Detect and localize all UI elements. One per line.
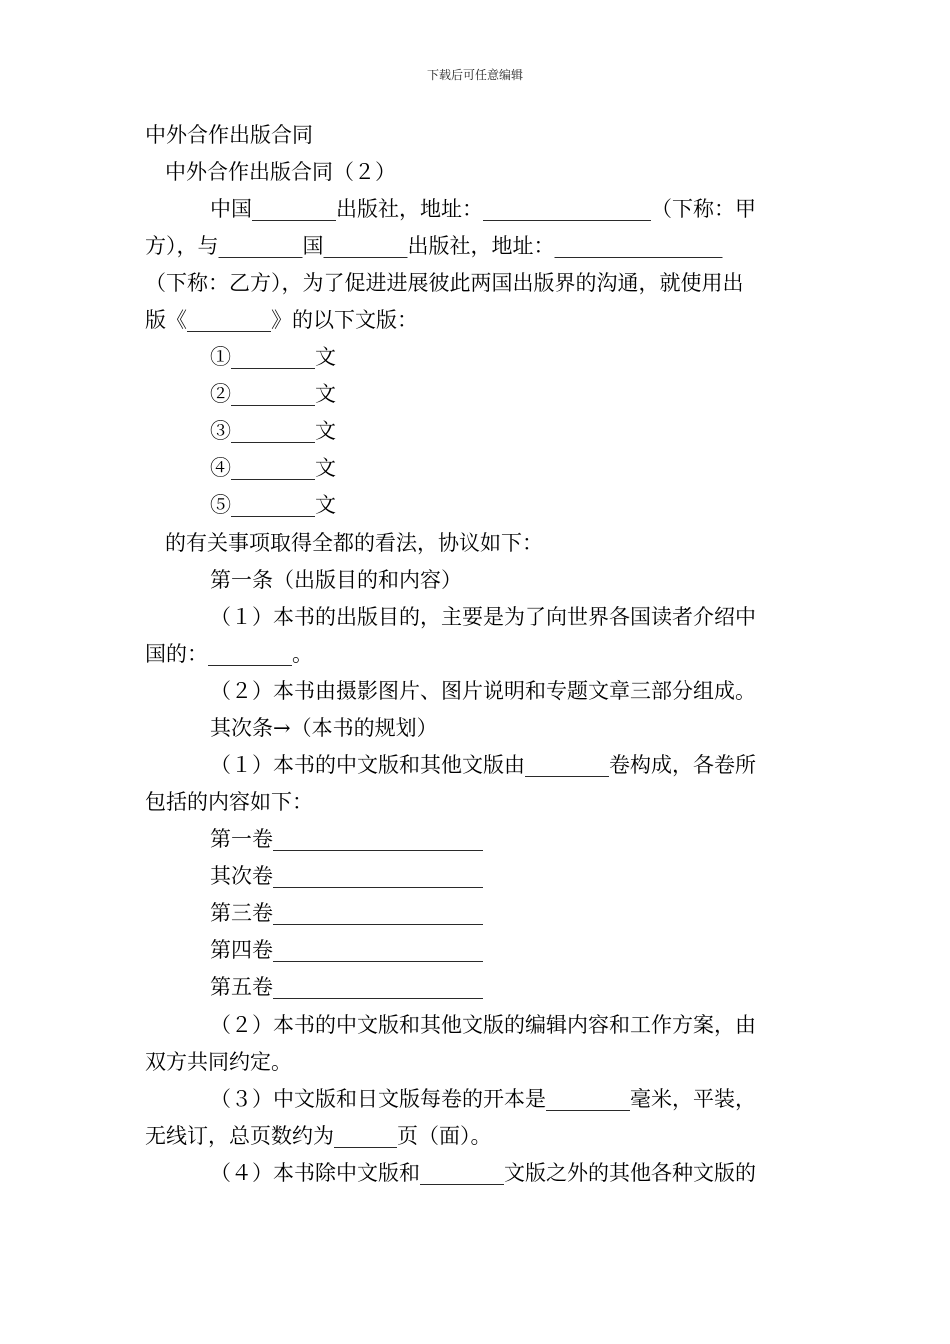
paragraph-line: 国的：________。 bbox=[145, 642, 313, 666]
page-header-note: 下载后可任意编辑 bbox=[426, 68, 523, 82]
paragraph-line: （１）本书的中文版和其他文版由________卷构成，各卷所 bbox=[210, 753, 756, 777]
paragraph-line: 包括的内容如下： bbox=[145, 790, 313, 814]
paragraph-line: （下称：乙方），为了促进进展彼此两国出版界的沟通，就使用出 bbox=[145, 271, 744, 295]
paragraph-line: 版《________》的以下文版： bbox=[145, 308, 418, 332]
paragraph-line: （４）本书除中文版和________文版之外的其他各种文版的 bbox=[210, 1161, 756, 1185]
edition-item: ⑤________文 bbox=[210, 493, 336, 517]
article-heading: 第一条（出版目的和内容） bbox=[210, 568, 462, 592]
paragraph-line: 无线订，总页数约为______页（面）。 bbox=[145, 1124, 492, 1148]
paragraph-line: 中国________出版社，地址：________________（下称：甲 bbox=[210, 197, 756, 221]
paragraph-line: 方），与________国________出版社，地址：________________ bbox=[145, 234, 723, 258]
volume-item: 第四卷____________________ bbox=[210, 938, 483, 962]
paragraph-line: （３）中文版和日文版每卷的开本是________毫米，平装， bbox=[210, 1087, 756, 1111]
volume-item: 第一卷____________________ bbox=[210, 827, 483, 851]
paragraph-line: （２）本书的中文版和其他文版的编辑内容和工作方案，由 bbox=[210, 1013, 756, 1037]
doc-subtitle: 中外合作出版合同（２） bbox=[165, 160, 396, 184]
paragraph-line: （２）本书由摄影图片、图片说明和专题文章三部分组成。 bbox=[210, 679, 756, 703]
paragraph-line: （１）本书的出版目的，主要是为了向世界各国读者介绍中 bbox=[210, 605, 756, 629]
doc-title: 中外合作出版合同 bbox=[145, 123, 313, 147]
edition-item: ③________文 bbox=[210, 419, 336, 443]
paragraph-line: 双方共同约定。 bbox=[145, 1050, 292, 1074]
volume-item: 第三卷____________________ bbox=[210, 901, 483, 925]
article-heading: 其次条→（本书的规划） bbox=[210, 716, 438, 740]
edition-item: ④________文 bbox=[210, 456, 336, 480]
volume-item: 其次卷____________________ bbox=[210, 864, 483, 888]
volume-item: 第五卷____________________ bbox=[210, 975, 483, 999]
paragraph-line: 的有关事项取得全都的看法，协议如下： bbox=[165, 531, 543, 555]
edition-item: ①________文 bbox=[210, 345, 336, 369]
edition-item: ②________文 bbox=[210, 382, 336, 406]
